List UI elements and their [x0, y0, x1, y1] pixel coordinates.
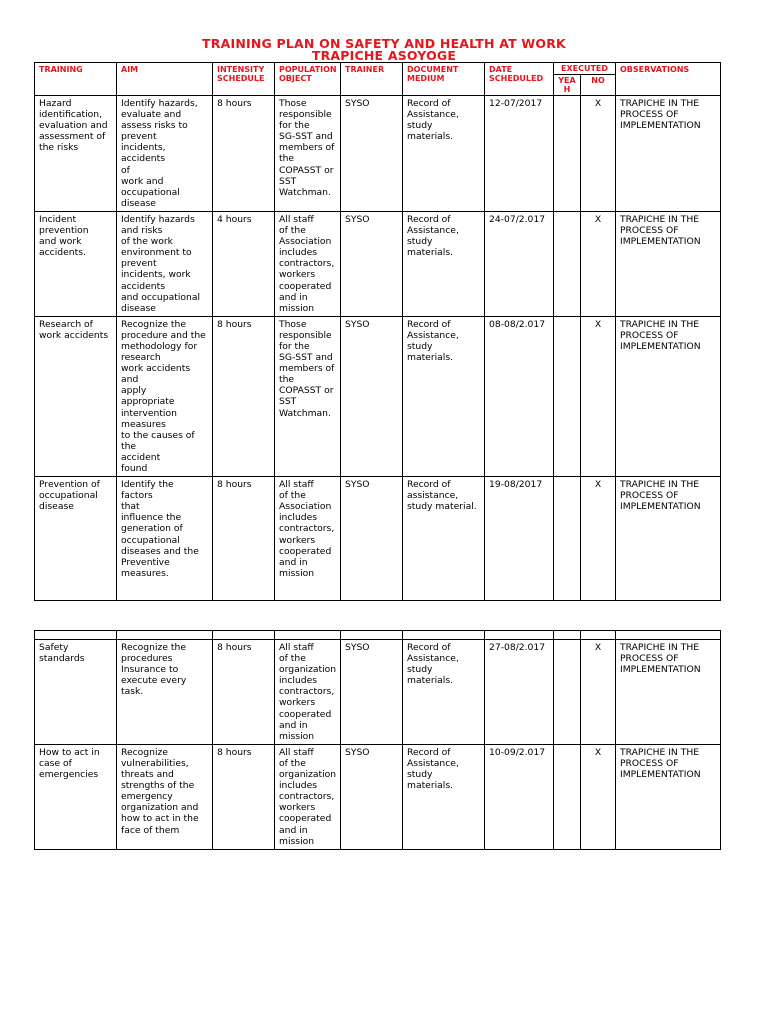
cell-intensity: 8 hours — [213, 96, 275, 212]
cell-intensity: 8 hours — [213, 744, 275, 849]
cell-trainer: SYSO — [341, 744, 403, 849]
cell-aim: Identify hazards and risks of the work environment to prevent incidents, work accidents and occupational disease — [117, 211, 213, 316]
table-row — [35, 640, 721, 745]
cell-document: Record of Assistance, study materials. — [403, 316, 485, 476]
cell-aim: Identify hazards, evaluate and assess risks to prevent incidents, accidents of work and occupational disease — [117, 96, 213, 212]
cell-yeah — [554, 211, 581, 316]
header-aim: AIM — [117, 63, 213, 96]
header-intensity: INTENSITY SCHEDULE — [213, 63, 275, 96]
table-row — [35, 744, 721, 849]
cell-trainer: SYSO — [341, 316, 403, 476]
cell-yeah — [554, 477, 581, 601]
cell-no: X — [581, 477, 616, 601]
cell-yeah — [554, 316, 581, 476]
cell-document: Record of Assistance, study materials. — [403, 211, 485, 316]
training-plan-table-page1 — [34, 62, 721, 601]
header-yeah: YEA H — [554, 75, 581, 96]
cell-yeah — [554, 640, 581, 745]
cell-training: Incident prevention and work accidents. — [35, 211, 117, 316]
header-date: DATE SCHEDULED — [485, 63, 554, 96]
cell-population: All staff of the Association includes contractors, workers cooperated and in mission — [275, 211, 341, 316]
table-row — [35, 211, 721, 316]
cell-trainer: SYSO — [341, 477, 403, 601]
cell-intensity: 8 hours — [213, 316, 275, 476]
cell-document: Record of assistance, study material. — [403, 477, 485, 601]
cell-date: 24-07/2.017 — [485, 211, 554, 316]
header-document: DOCUMENT MEDIUM — [403, 63, 485, 96]
cell-trainer: SYSO — [341, 640, 403, 745]
cell-population: Those responsible for the SG-SST and members of the COPASST or SST Watchman. — [275, 96, 341, 212]
cell-observations: TRAPICHE IN THE PROCESS OF IMPLEMENTATION — [616, 744, 721, 849]
cell-intensity: 4 hours — [213, 211, 275, 316]
cell-training: How to act in case of emergencies — [35, 744, 117, 849]
header-observations: OBSERVATIONS — [616, 63, 721, 96]
cell-date: 12-07/2017 — [485, 96, 554, 212]
cell-population: All staff of the organization includes contractors, workers cooperated and in mission — [275, 744, 341, 849]
cell-yeah — [554, 744, 581, 849]
document-subtitle: TRAPICHE ASOYOGE — [311, 48, 457, 63]
cell-population: All staff of the organization includes contractors, workers cooperated and in mission — [275, 640, 341, 745]
cell-training: Research of work accidents — [35, 316, 117, 476]
cell-aim: Recognize the procedures Insurance to execute every task. — [117, 640, 213, 745]
cell-document: Record of Assistance, study materials. — [403, 640, 485, 745]
document-title: TRAINING PLAN ON SAFETY AND HEALTH AT WORK — [202, 36, 566, 51]
cell-observations: TRAPICHE IN THE PROCESS OF IMPLEMENTATION — [616, 477, 721, 601]
cell-intensity: 8 hours — [213, 477, 275, 601]
cell-observations: TRAPICHE IN THE PROCESS OF IMPLEMENTATION — [616, 640, 721, 745]
cell-trainer: SYSO — [341, 211, 403, 316]
cell-training: Prevention of occupational disease — [35, 477, 117, 601]
blank-row — [35, 631, 721, 640]
header-training: TRAINING — [35, 63, 117, 96]
cell-aim: Recognize vulnerabilities, threats and strengths of the emergency organization and how to act in the face of them — [117, 744, 213, 849]
cell-observations: TRAPICHE IN THE PROCESS OF IMPLEMENTATION — [616, 96, 721, 212]
header-no: NO — [581, 75, 616, 96]
cell-no: X — [581, 211, 616, 316]
cell-population: Those responsible for the SG-SST and members of the COPASST or SST Watchman. — [275, 316, 341, 476]
table-row — [35, 96, 721, 212]
cell-trainer: SYSO — [341, 96, 403, 212]
cell-date: 19-08/2017 — [485, 477, 554, 601]
cell-training: Hazard identification, evaluation and assessment of the risks — [35, 96, 117, 212]
cell-observations: TRAPICHE IN THE PROCESS OF IMPLEMENTATION — [616, 316, 721, 476]
cell-no: X — [581, 744, 616, 849]
cell-document: Record of Assistance, study materials. — [403, 744, 485, 849]
cell-no: X — [581, 640, 616, 745]
cell-training: Safety standards — [35, 640, 117, 745]
header-trainer: TRAINER — [341, 63, 403, 96]
cell-population: All staff of the Association includes contractors, workers cooperated and in mission — [275, 477, 341, 601]
training-plan-table-page2 — [34, 630, 721, 850]
cell-yeah — [554, 96, 581, 212]
cell-document: Record of Assistance, study materials. — [403, 96, 485, 212]
header-executed: EXECUTED — [554, 63, 616, 75]
cell-date: 08-08/2.017 — [485, 316, 554, 476]
cell-aim: Recognize the procedure and the methodology for research work accidents and apply appropriate intervention measures to the causes of the accident found — [117, 316, 213, 476]
header-population: POPULATION OBJECT — [275, 63, 341, 96]
cell-intensity: 8 hours — [213, 640, 275, 745]
header-row — [35, 63, 721, 75]
cell-date: 27-08/2.017 — [485, 640, 554, 745]
table-row — [35, 477, 721, 601]
cell-date: 10-09/2.017 — [485, 744, 554, 849]
cell-observations: TRAPICHE IN THE PROCESS OF IMPLEMENTATION — [616, 211, 721, 316]
cell-aim: Identify the factors that influence the generation of occupational diseases and the Preventive measures. — [117, 477, 213, 601]
cell-no: X — [581, 316, 616, 476]
cell-no: X — [581, 96, 616, 212]
table-row — [35, 316, 721, 476]
